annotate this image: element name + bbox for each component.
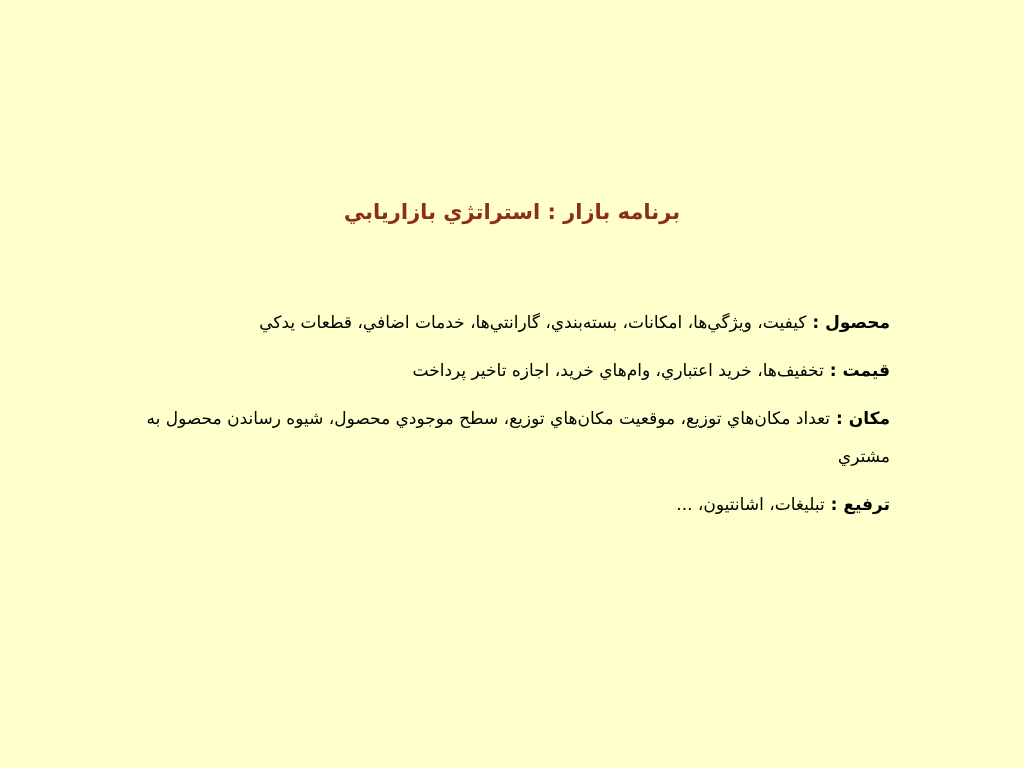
item-label: قيمت — [842, 361, 890, 381]
bullet-list — [90, 304, 890, 534]
item-text: تبليغات، اشانتيون، ... — [676, 495, 825, 515]
item-text: كيفيت، ويژگي‌ها، امكانات، بسته‌بندي، گارانتي‌ها، خدمات اضافي، قطعات يدكي — [259, 313, 807, 333]
item-separator: : — [824, 495, 844, 515]
item-text: تعداد مكان‌هاي توزيع، موقعيت مكان‌هاي توزيع، سطح موجودي محصول، شيوه رساندن محصول به مشتري — [146, 409, 890, 467]
slide-title: برنامه بازار : استراتژي بازاريابي — [343, 200, 681, 224]
item-separator: : — [830, 409, 849, 429]
item-text: تخفيف‌ها، خريد اعتباري، وام‌هاي خريد، اجازه تاخير پرداخت — [412, 361, 824, 381]
item-label: محصول — [825, 313, 890, 333]
list-item-promotion — [90, 486, 890, 524]
list-item-product — [90, 304, 890, 342]
list-item-price — [90, 352, 890, 390]
item-label: ترفيع — [843, 495, 890, 515]
list-item-place — [90, 400, 890, 476]
item-separator: : — [823, 361, 843, 381]
item-label: مكان — [848, 409, 890, 429]
item-separator: : — [806, 313, 826, 333]
